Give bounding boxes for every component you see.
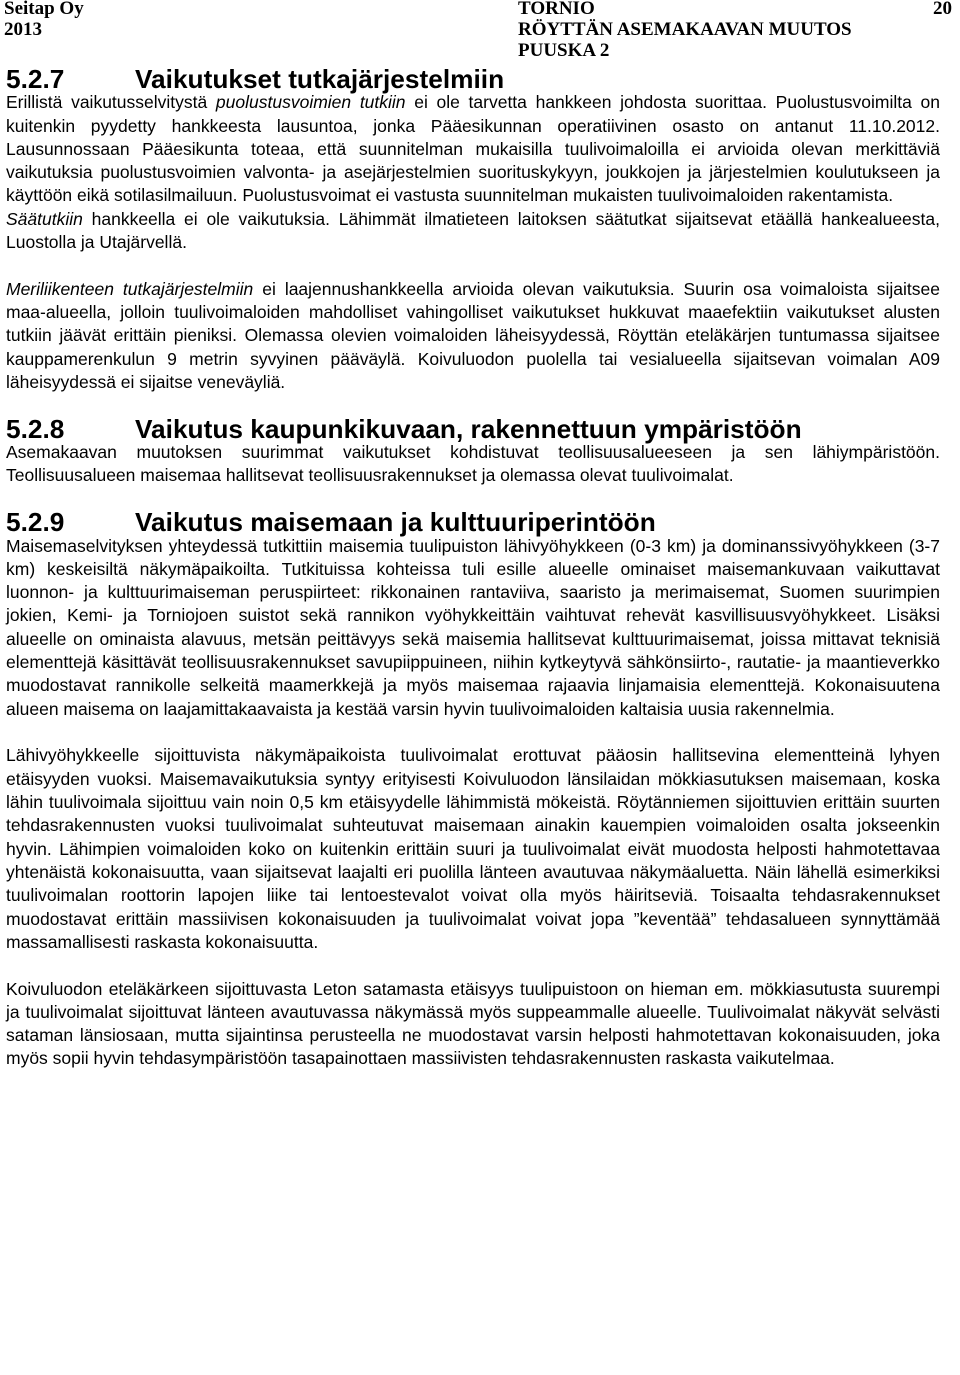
emphasis-text: Meriliikenteen tutkajärjestelmiin <box>6 278 254 299</box>
paragraph: Asemakaavan muutoksen suurimmat vaikutukset kohdistuvat teollisuusalueeseen ja sen lähiympäristöön. Teollisuusalueen maisemaa hallitsevat teollisuusrakennukset ja olemassa olevat tuulivoimalat. <box>6 442 940 486</box>
section-heading-5-2-7 <box>6 64 940 94</box>
paragraph-spacer <box>6 954 940 978</box>
section-heading-5-2-9 <box>6 507 940 538</box>
emphasis-text: puolustusvoimien tutkiin <box>215 92 406 113</box>
page-number: 20 <box>933 0 952 19</box>
section-number: 5.2.7 <box>6 64 65 94</box>
header-project-line3: PUUSKA 2 <box>518 40 610 61</box>
section-title: Vaikutukset tutkajärjestelmiin <box>135 64 505 94</box>
paragraph <box>6 278 940 394</box>
paragraph <box>6 91 940 207</box>
paragraph-spacer <box>6 254 940 278</box>
header-company: Seitap Oy <box>4 0 84 19</box>
paragraph <box>6 208 940 255</box>
paragraph: Koivuluodon eteläkärkeen sijoittuvasta Leton satamasta etäisyys tuulipuistoon on hieman em. mökkiasutusta suurempi ja tuulivoimalat sijoittuvat länteen avautuvassa näkymässä myös suppeammalle alueelle. Tuulivoimalat näkyvät selvästi sataman länsiosaan, mutta sijaintinsa perusteella ne muodostavat varsin helposti hahmotettavan kokonaisuuden, joka myös sopii hyvin tehdasympäristöön tasapainottaen massiivisten tehdasrakennusten raskasta vaikutelmaa. <box>6 978 940 1069</box>
section-heading-5-2-8 <box>6 413 940 444</box>
section-title: Vaikutus kaupunkikuvaan, rakennettuun ympäristöön <box>135 413 802 444</box>
header-project-line2: RÖYTTÄN ASEMAKAAVAN MUUTOS <box>518 19 852 40</box>
paragraph-text-start: Erillistä vaikutusselvitystä <box>6 92 216 113</box>
header-left <box>4 0 154 40</box>
paragraph: Maisemaselvityksen yhteydessä tutkittiin maisemia tuulipuiston lähivyöhykkeen (0-3 km) ja dominanssivyöhykkeen (3-7 km) keskeisiltä näkymäpaikoilta. Tutkituissa kohteissa tuli esille alueelle ominaiset maisemankuvaan vaikuttavat luonnon- ja kulttuurimaiseman peruspiirteet: rikkonainen rantaviiva, saaristo ja merimaisemat, Suomen suurimpien jokien, Kemi- ja Torniojoen suistot sekä rannikon vyöhykkeittäin vaihtuvat rehevät kasvillisuusvyöhykkeet. Lisäksi alueelle on ominaista alavuus, metsän peittävyys sekä maisemia hallitsevat kulttuurimaisemat, joissa mittavat teknisiä elementtejä käsittävät teollisuusrakennukset savupiippuineen, niihin kytkeytyvä sähkönsiirto-, rautatie- ja maantieverkko muodostavat rannikolle selkeitä maamerkkejä ja myös maisemaa rajaavia linjamaisia elementtejä. Kokonaisuutena alueen maisema on laajamittakaavaista ja kestää varsin hyvin tuulivoimaloiden kaltaisia uusia rakennelmia. <box>6 535 940 719</box>
paragraph-text-rest: hankkeella ei ole vaikutuksia. Lähimmät ilmatieteen laitoksen säätutkat sijaitsevat etäällä hankealueesta, Luostolla ja Utajärvellä. <box>6 208 940 253</box>
section-number: 5.2.9 <box>6 507 65 538</box>
header-project-line1: TORNIO <box>518 0 595 19</box>
paragraph: Lähivyöhykkeelle sijoittuvista näkymäpaikoista tuulivoimalat erottuvat pääosin hallitsevina elementteinä lyhyen etäisyyden vuoksi. Maisemavaikutuksia syntyy erityisesti Koivuluodon länsilaidan mökkiasutuksen maisemaan, koska lähin tuulivoimala sijoittuu vain noin 0,5 km etäisyydelle lähimmistä mökeistä. Röytänniemen sijoittuvien erittäin suurten tehdasrakennusten vuoksi tuulivoimalat suhteutuvat maisemaan ainakin kauempien voimaloiden osalta jokseenkin hyvin. Lähimpien voimaloiden koko on kuitenkin erittäin suuri ja tuulivoimalat eivät muodosta helposti hahmotettavaa yhtenäistä kokonaisuutta, vaan sijaitsevat laajalti eri puolilla länteen avautuvaa näkymäaluetta. Näin lähellä esimerkiksi tuulivoimalan roottorin lapojen liike tai lentoestevalot voivat olla myös häiritseviä. Toisaalta tehdasrakennukset muodostavat erittäin massiivisen kokonaisuuden ja tuulivoimalat voivat jopa ”keventää” tehdasalueen synnyttämää massamallisesti raskasta kokonaisuutta. <box>6 745 940 952</box>
paragraph-spacer <box>6 721 940 745</box>
paragraph-text-rest: ei laajennushankkeella arvioida olevan vaikutuksia. Suurin osa voimaloista sijaitsee maa-alueella, jolloin tuulivoimaloiden mahdolliset vahingolliset vaikutukset hukkuvat maaefektiin vaikutukset alusten tutkiin jäävät erittäin pieniksi. Olemassa olevien voimaloiden läheisyydessä, Röyttän eteläkärjen tuntumassa sijaitsee kauppamerenkulun 9 metrin syvyinen pääväylä. Koivuluodon puolella tai vesialueella sijaitsevan voimalan A09 läheisyydessä ei sijaitse veneväyliä. <box>6 278 940 393</box>
page-header <box>4 0 956 64</box>
document-body <box>6 64 940 1071</box>
section-number: 5.2.8 <box>6 413 65 444</box>
header-project <box>518 0 898 61</box>
section-title: Vaikutus maisemaan ja kulttuuriperintöön <box>135 507 656 538</box>
header-year: 2013 <box>4 19 42 40</box>
paragraph-text-rest: ei ole tarvetta hankkeen johdosta suorittaa. Puolustusvoimilta on kuitenkin pyydetty hankkeesta lausuntoa, jonka Pääesikunnan operatiivinen osasto on antanut 11.10.2012. Lausunnossaan Pääesikunta toteaa, että suunnitelman mukaisilla tuulivoimaloilla ei arvioida olevan merkittäviä vaikutuksia puolustusvoimien valvonta- ja asejärjestelmien suorituskykyyn, joukkojen ja järjestelmien koulutukseen ja käyttöön eikä sotilasilmailuun. Puolustusvoimat ei vastusta suunnitelman mukaisten tuulivoimaloiden rakentamista. <box>6 92 940 206</box>
emphasis-text: Säätutkiin <box>6 208 83 229</box>
